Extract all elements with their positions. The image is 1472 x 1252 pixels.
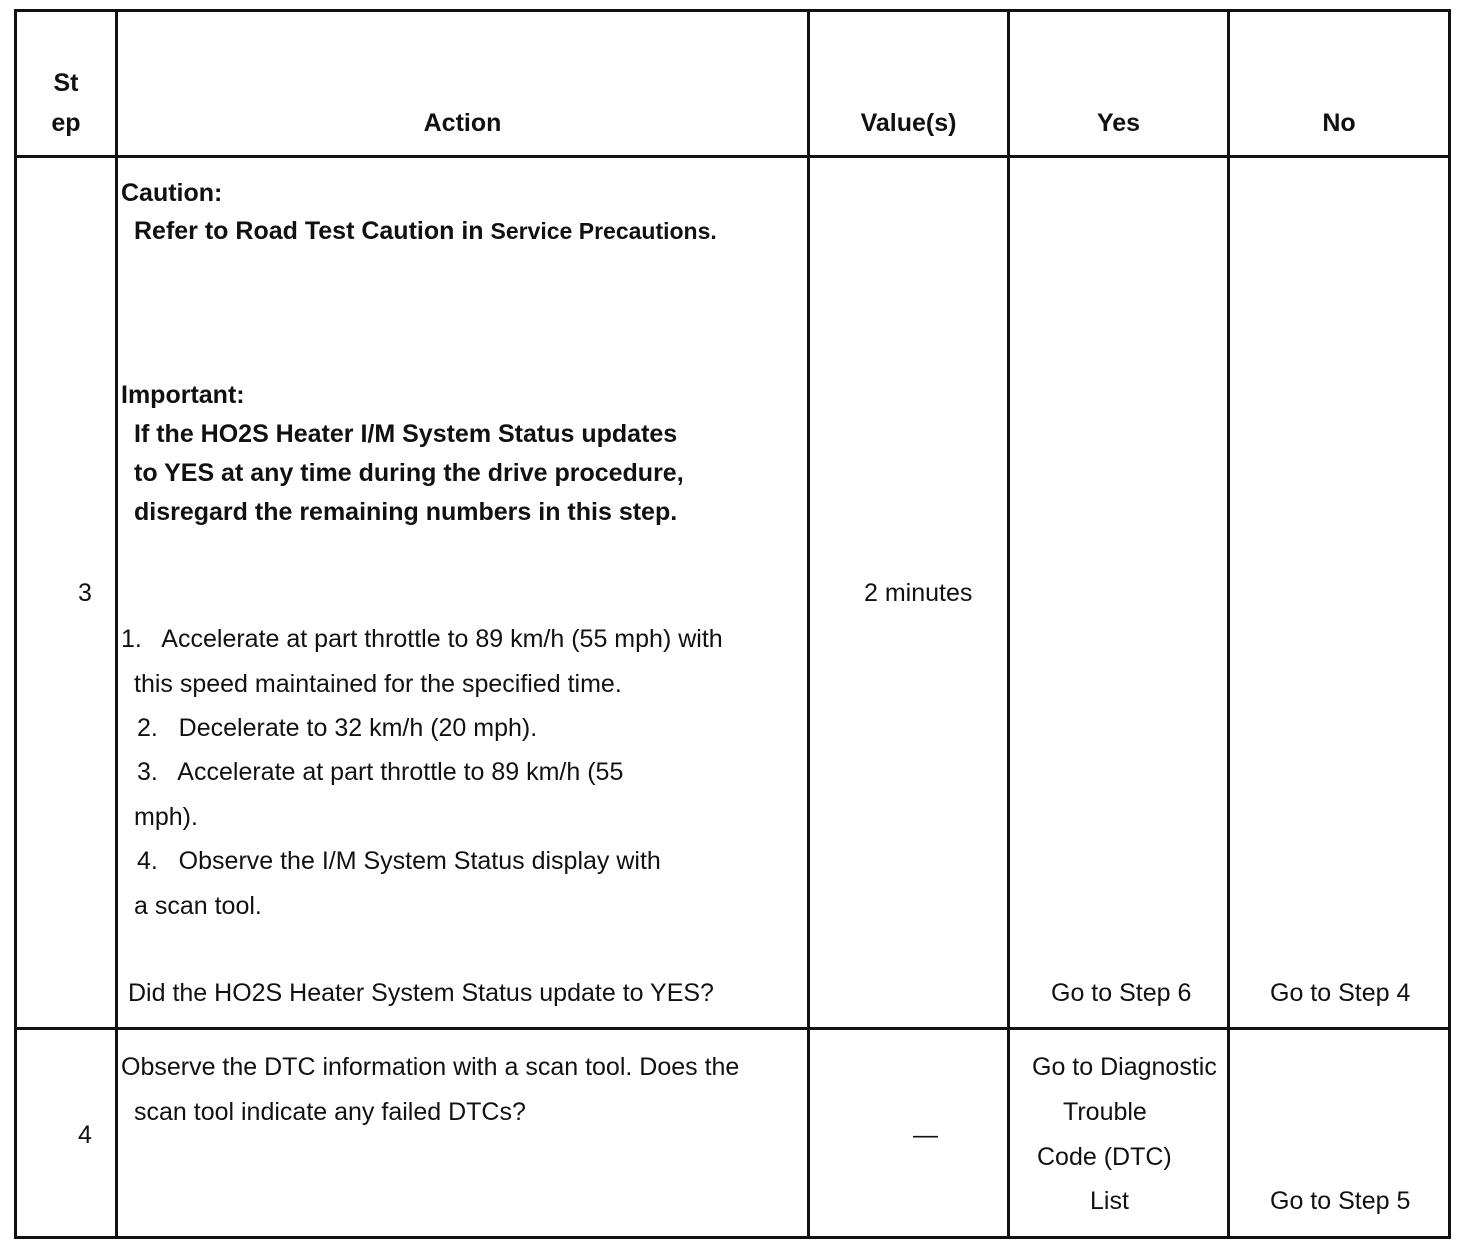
- col-divider-yes-no: [1227, 9, 1230, 1239]
- step-number-4: 4: [78, 1121, 92, 1149]
- step-4-value: —: [913, 1121, 938, 1149]
- header-values: Value(s): [860, 109, 957, 137]
- step-3-question: Did the HO2S Heater System Status update to YES?: [128, 979, 714, 1007]
- step-3-yes-link[interactable]: Go to Step 6: [1051, 979, 1192, 1007]
- step-4-yes-cell[interactable]: [1010, 1030, 1227, 1236]
- header-step-line1: St: [53, 69, 79, 97]
- step-4-yes-line-4[interactable]: List: [1090, 1187, 1129, 1215]
- table-border-right: [1448, 9, 1451, 1239]
- table-border-top: [14, 9, 1451, 12]
- step-4-yes-line-3[interactable]: Code (DTC): [1037, 1143, 1172, 1171]
- row-divider: [14, 1027, 1451, 1030]
- procedure-line-6: 4. Observe the I/M System Status display with: [137, 847, 661, 875]
- table-border-bottom: [14, 1236, 1451, 1239]
- important-line-1: If the HO2S Heater I/M System Status updates: [134, 420, 678, 448]
- caution-text: [134, 216, 717, 246]
- step-3-no-link[interactable]: Go to Step 4: [1270, 979, 1411, 1007]
- step-4-action-line-2: scan tool indicate any failed DTCs?: [134, 1098, 526, 1126]
- header-action: Action: [423, 109, 502, 137]
- procedure-line-5: mph).: [134, 803, 198, 831]
- step-4-no-link[interactable]: Go to Step 5: [1270, 1187, 1411, 1215]
- procedure-line-1: 1. Accelerate at part throttle to 89 km/h (55 mph) with: [121, 625, 723, 653]
- procedure-line-3: 2. Decelerate to 32 km/h (20 mph).: [137, 714, 538, 742]
- step-4-yes-line-1[interactable]: Go to Diagnostic: [1032, 1053, 1217, 1081]
- step-3-value: 2 minutes: [864, 579, 973, 607]
- procedure-line-7: a scan tool.: [134, 892, 262, 920]
- important-label: Important:: [121, 381, 245, 409]
- col-divider-action-values: [807, 9, 810, 1239]
- important-line-2: to YES at any time during the drive procedure,: [134, 459, 684, 487]
- table-border-left: [14, 9, 17, 1239]
- important-line-3: disregard the remaining numbers in this step.: [134, 498, 678, 526]
- caution-label: Caution:: [121, 179, 223, 207]
- step-4-action-line-1: Observe the DTC information with a scan tool. Does the: [121, 1053, 740, 1081]
- header-divider: [14, 155, 1451, 158]
- header-yes: Yes: [1096, 109, 1141, 137]
- col-divider-step-action: [115, 9, 118, 1239]
- procedure-line-2: this speed maintained for the specified time.: [134, 670, 622, 698]
- service-precautions-link[interactable]: Service Precautions.: [490, 218, 717, 244]
- header-step-line2: ep: [51, 109, 81, 137]
- caution-message: Refer to Road Test Caution in: [134, 217, 491, 245]
- procedure-line-4: 3. Accelerate at part throttle to 89 km/h (55: [137, 758, 624, 786]
- header-no: No: [1322, 109, 1356, 137]
- step-4-yes-line-2[interactable]: Trouble: [1063, 1098, 1147, 1126]
- step-number-3: 3: [78, 579, 92, 607]
